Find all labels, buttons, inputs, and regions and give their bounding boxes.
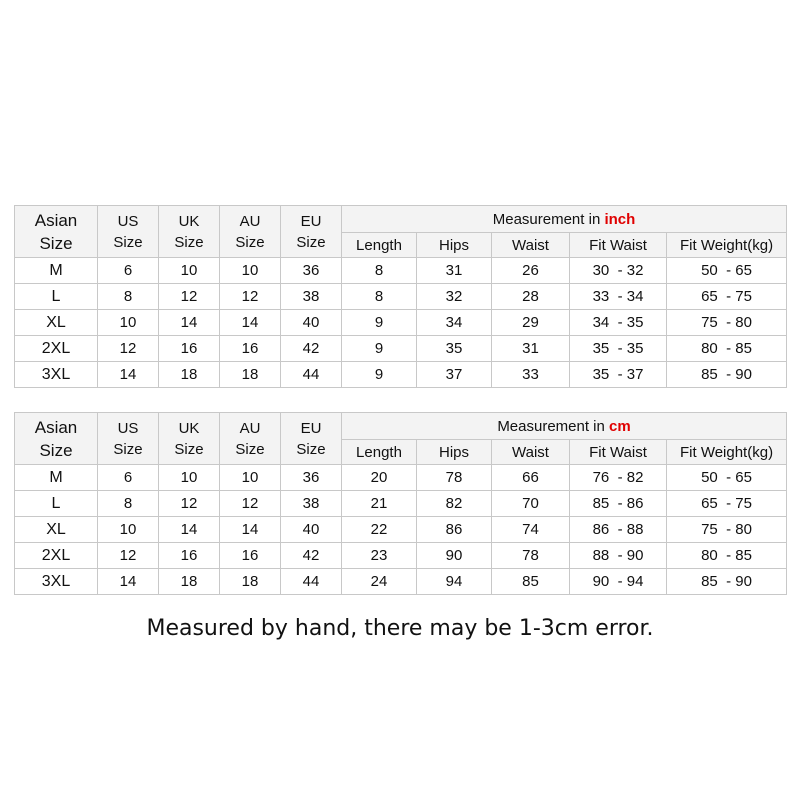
table-cell: 30 - 32	[570, 258, 667, 284]
table-cell: 78	[492, 543, 570, 569]
table-row	[15, 491, 787, 517]
table-cell: 26	[492, 258, 570, 284]
subheader-hips: Hips	[417, 440, 492, 465]
measurement-header: Measurement in inch	[342, 206, 787, 233]
table-cell: 37	[417, 362, 492, 388]
table-cell: 36	[281, 465, 342, 491]
table-row	[15, 258, 787, 284]
subheader-length: Length	[342, 440, 417, 465]
table-body-cm	[15, 465, 787, 595]
subheader-fit-waist: Fit Waist	[570, 233, 667, 258]
table-cell: M	[15, 258, 98, 284]
table-cell: 22	[342, 517, 417, 543]
table-cell: 10	[159, 465, 220, 491]
table-cell: 33 - 34	[570, 284, 667, 310]
table-cell: 16	[220, 336, 281, 362]
table-row	[15, 543, 787, 569]
table-cell: 42	[281, 336, 342, 362]
header-eu-size: EU Size	[281, 206, 342, 258]
table-cell: 14	[98, 362, 159, 388]
table-cell: 12	[159, 284, 220, 310]
table-cell: 90 - 94	[570, 569, 667, 595]
table-cell: 29	[492, 310, 570, 336]
subheader-waist: Waist	[492, 233, 570, 258]
table-cell: L	[15, 284, 98, 310]
table-row	[15, 336, 787, 362]
table-cell: 12	[98, 543, 159, 569]
table-cell: XL	[15, 310, 98, 336]
header-au-size: AU Size	[220, 413, 281, 465]
table-cell: 12	[220, 284, 281, 310]
header-asian-size: Asian Size	[15, 206, 98, 258]
table-cell: 32	[417, 284, 492, 310]
table-cell: 31	[417, 258, 492, 284]
table-cell: 6	[98, 258, 159, 284]
measurement-header: Measurement in cm	[342, 413, 787, 440]
subheader-hips: Hips	[417, 233, 492, 258]
table-cell: 20	[342, 465, 417, 491]
table-cell: 18	[159, 362, 220, 388]
table-cell: 23	[342, 543, 417, 569]
subheader-waist: Waist	[492, 440, 570, 465]
table-row	[15, 465, 787, 491]
header-eu-size: EU Size	[281, 413, 342, 465]
table-cell: 35 - 35	[570, 336, 667, 362]
table-cell: 94	[417, 569, 492, 595]
table-cell: 14	[98, 569, 159, 595]
table-cell: 88 - 90	[570, 543, 667, 569]
subheader-length: Length	[342, 233, 417, 258]
table-cell: 8	[342, 284, 417, 310]
table-cell: 35 - 37	[570, 362, 667, 388]
table-cell: M	[15, 465, 98, 491]
table-cell: 36	[281, 258, 342, 284]
unit-label: cm	[609, 417, 631, 435]
subheader-fit-waist: Fit Waist	[570, 440, 667, 465]
table-cell: 24	[342, 569, 417, 595]
table-cell: 40	[281, 517, 342, 543]
table-cell: 10	[220, 465, 281, 491]
table-cell: 9	[342, 362, 417, 388]
table-cell: 76 - 82	[570, 465, 667, 491]
table-cell: 21	[342, 491, 417, 517]
table-cell: 74	[492, 517, 570, 543]
table-cell: 50 - 65	[667, 258, 787, 284]
table-cell: 12	[220, 491, 281, 517]
table-row	[15, 310, 787, 336]
table-cell: 16	[159, 336, 220, 362]
header-au-size: AU Size	[220, 206, 281, 258]
table-cell: 8	[98, 491, 159, 517]
table-cell: L	[15, 491, 98, 517]
table-cell: 14	[159, 517, 220, 543]
table-cell: 16	[159, 543, 220, 569]
table-cell: 33	[492, 362, 570, 388]
table-cell: 10	[220, 258, 281, 284]
subheader-fit-weight: Fit Weight(kg)	[667, 233, 787, 258]
table-row	[15, 362, 787, 388]
table-cell: 42	[281, 543, 342, 569]
footnote: Measured by hand, there may be 1-3cm error.	[146, 616, 654, 641]
unit-label: inch	[604, 210, 636, 228]
table-cell: 2XL	[15, 336, 98, 362]
table-cell: 86	[417, 517, 492, 543]
table-cell: 65 - 75	[667, 491, 787, 517]
table-cell: 80 - 85	[667, 543, 787, 569]
table-cell: 31	[492, 336, 570, 362]
header-uk-size: UK Size	[159, 413, 220, 465]
header-uk-size: UK Size	[159, 206, 220, 258]
table-cell: 85	[492, 569, 570, 595]
table-cell: 44	[281, 569, 342, 595]
header-us-size: US Size	[98, 413, 159, 465]
table-cell: 18	[220, 362, 281, 388]
table-cell: 38	[281, 491, 342, 517]
header-asian-size: Asian Size	[15, 413, 98, 465]
table-cell: 65 - 75	[667, 284, 787, 310]
table-cell: 82	[417, 491, 492, 517]
table-cell: 14	[220, 517, 281, 543]
table-cell: 9	[342, 336, 417, 362]
table-cell: 85 - 86	[570, 491, 667, 517]
table-cell: 10	[159, 258, 220, 284]
table-cell: 34 - 35	[570, 310, 667, 336]
table-cell: 85 - 90	[667, 362, 787, 388]
table-cell: 78	[417, 465, 492, 491]
table-cell: 75 - 80	[667, 310, 787, 336]
table-cell: 3XL	[15, 569, 98, 595]
table-cell: 12	[159, 491, 220, 517]
table-cell: 34	[417, 310, 492, 336]
table-cell: 28	[492, 284, 570, 310]
table-cell: 3XL	[15, 362, 98, 388]
table-cell: 35	[417, 336, 492, 362]
table-cell: 66	[492, 465, 570, 491]
table-cell: 6	[98, 465, 159, 491]
table-cell: 86 - 88	[570, 517, 667, 543]
table-row	[15, 517, 787, 543]
table-cell: XL	[15, 517, 98, 543]
table-cell: 50 - 65	[667, 465, 787, 491]
table-cell: 14	[220, 310, 281, 336]
table-cell: 70	[492, 491, 570, 517]
size-table-inch	[14, 205, 787, 388]
table-row	[15, 284, 787, 310]
table-cell: 14	[159, 310, 220, 336]
table-cell: 8	[342, 258, 417, 284]
table-cell: 10	[98, 517, 159, 543]
table-cell: 90	[417, 543, 492, 569]
subheader-fit-weight: Fit Weight(kg)	[667, 440, 787, 465]
size-table-cm	[14, 412, 787, 595]
table-cell: 16	[220, 543, 281, 569]
table-cell: 80 - 85	[667, 336, 787, 362]
table-body-inch	[15, 258, 787, 388]
table-cell: 85 - 90	[667, 569, 787, 595]
table-cell: 75 - 80	[667, 517, 787, 543]
table-cell: 18	[159, 569, 220, 595]
table-cell: 9	[342, 310, 417, 336]
table-cell: 12	[98, 336, 159, 362]
table-row	[15, 569, 787, 595]
table-cell: 18	[220, 569, 281, 595]
table-cell: 40	[281, 310, 342, 336]
table-cell: 44	[281, 362, 342, 388]
table-cell: 8	[98, 284, 159, 310]
table-cell: 2XL	[15, 543, 98, 569]
table-cell: 38	[281, 284, 342, 310]
table-cell: 10	[98, 310, 159, 336]
header-us-size: US Size	[98, 206, 159, 258]
